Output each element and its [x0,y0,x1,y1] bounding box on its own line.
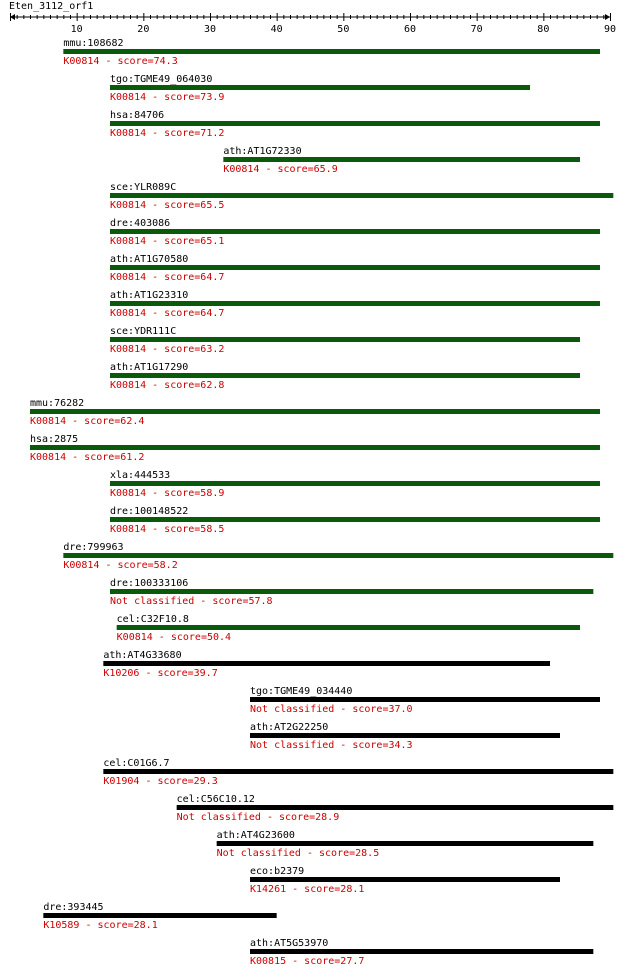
hit-bar[interactable] [63,49,600,54]
hit-name[interactable]: dre:393445 [43,902,104,913]
hit-row [63,542,613,571]
hit-bar[interactable] [250,949,593,954]
hit-name[interactable]: cel:C32F10.8 [116,614,189,625]
hit-row [110,506,600,535]
hit-row [110,470,600,499]
hit-bar[interactable] [110,481,600,486]
hit-bar[interactable] [110,229,600,234]
hit-name[interactable]: mmu:76282 [30,398,85,409]
hit-row [110,110,600,139]
axis-tick-label: 40 [270,24,283,35]
hit-bar[interactable] [110,373,580,378]
hit-name[interactable]: sce:YDR111C [110,326,177,337]
hit-score-label[interactable]: K10589 - score=28.1 [43,920,158,931]
hit-name[interactable]: ath:AT5G53970 [250,938,329,949]
hit-bar[interactable] [250,877,560,882]
hit-row [103,758,613,787]
hit-name[interactable]: tgo:TGME49_064030 [110,74,213,85]
hit-score-label[interactable]: K14261 - score=28.1 [250,884,365,895]
hit-bar[interactable] [117,625,580,630]
hit-name[interactable]: ath:AT1G17290 [110,362,189,373]
hit-bar[interactable] [223,157,580,162]
hit-bar[interactable] [43,913,276,918]
hit-row [250,938,593,967]
hit-row [30,434,600,463]
hit-row [110,254,600,283]
axis-tick-label: 70 [470,24,483,35]
x-axis [10,13,616,35]
hit-score-label[interactable]: Not classified - score=34.3 [250,740,413,751]
hit-score-label[interactable]: K00814 - score=64.7 [110,272,225,283]
hit-score-label[interactable]: K00814 - score=63.2 [110,344,225,355]
hit-score-label[interactable]: K00814 - score=61.2 [30,452,145,463]
hit-bar[interactable] [103,769,613,774]
hit-name[interactable]: hsa:2875 [30,434,79,445]
hit-name[interactable]: mmu:108682 [63,38,124,49]
hit-name[interactable]: cel:C56C10.12 [176,794,255,805]
hit-name[interactable]: dre:100148522 [110,506,189,517]
axis-right-arrow [605,14,610,20]
hit-row [117,614,580,643]
hit-name[interactable]: ath:AT1G72330 [223,146,302,157]
hit-name[interactable]: ath:AT1G70580 [110,254,189,265]
hit-bar[interactable] [110,517,600,522]
hit-score-label[interactable]: Not classified - score=28.9 [176,812,340,823]
hit-name[interactable]: sce:YLR089C [110,182,177,193]
hit-score-label[interactable]: K00814 - score=62.4 [30,416,145,427]
hit-row [110,362,580,391]
hit-name[interactable]: cel:C01G6.7 [103,758,170,769]
hit-name[interactable]: tgo:TGME49_034440 [250,686,353,697]
hit-bar[interactable] [103,661,550,666]
hit-bar[interactable] [30,409,600,414]
hit-name[interactable]: eco:b2379 [250,866,305,877]
hit-score-label[interactable]: K00814 - score=71.2 [110,128,225,139]
hits-list [30,38,613,967]
hit-bar[interactable] [110,193,613,198]
hit-score-label[interactable]: K00815 - score=27.7 [250,956,365,967]
axis-tick-label: 50 [337,24,350,35]
hit-bar[interactable] [217,841,594,846]
hit-score-label[interactable]: K00814 - score=64.7 [110,308,225,319]
hit-bar[interactable] [250,697,600,702]
hit-bar[interactable] [110,265,600,270]
hit-score-label[interactable]: K01904 - score=29.3 [103,776,218,787]
hit-name[interactable]: dre:403086 [110,218,171,229]
hit-bar[interactable] [250,733,560,738]
axis-tick-label: 80 [537,24,550,35]
axis-tick-label: 10 [70,24,83,35]
hit-score-label[interactable]: K00814 - score=65.5 [110,200,225,211]
hit-bar[interactable] [30,445,600,450]
axis-tick-label: 30 [203,24,217,35]
hit-row [43,902,276,931]
hit-bar[interactable] [110,301,600,306]
hit-score-label[interactable]: Not classified - score=57.8 [110,596,273,607]
hit-score-label[interactable]: Not classified - score=37.0 [250,704,413,715]
hit-row [250,866,560,895]
hit-bar[interactable] [110,121,600,126]
hit-row [110,218,600,247]
hit-bar[interactable] [110,589,593,594]
hit-name[interactable]: ath:AT1G23310 [110,290,189,301]
hit-name[interactable]: hsa:84706 [110,110,165,121]
hit-row [250,722,560,751]
hit-name[interactable]: ath:AT4G23600 [216,830,295,841]
hit-name[interactable]: xla:444533 [110,470,171,481]
hit-score-label[interactable]: K00814 - score=74.3 [63,56,178,67]
hit-row [110,578,593,607]
axis-tick-label: 60 [403,24,417,35]
hit-row [250,686,600,715]
hit-row [110,182,613,211]
hit-bar[interactable] [177,805,614,810]
axis-tick-label: 20 [137,24,150,35]
hit-score-label[interactable]: K00814 - score=65.1 [110,236,225,247]
hit-score-label[interactable]: K00814 - score=58.5 [110,524,225,535]
hit-row [110,290,600,319]
hit-score-label[interactable]: K00814 - score=65.9 [223,164,338,175]
hit-score-label[interactable]: K10206 - score=39.7 [103,668,218,679]
hit-name[interactable]: dre:100333106 [110,578,189,589]
hit-row [177,794,614,823]
hit-row [30,398,600,427]
hit-name[interactable]: ath:AT2G22250 [250,722,329,733]
axis-tick-label: 90 [603,24,617,35]
hit-row [103,650,550,679]
chart-title: Eten_3112_orf1 [9,1,94,12]
hit-name[interactable]: dre:799963 [63,542,124,553]
hit-score-label[interactable]: K00814 - score=50.4 [116,632,232,643]
hit-score-label[interactable]: K00814 - score=73.9 [110,92,225,103]
hit-bar[interactable] [110,337,580,342]
hit-row [223,146,580,175]
hit-row [110,326,580,355]
hit-name[interactable]: ath:AT4G33680 [103,650,182,661]
hit-bar[interactable] [63,553,613,558]
hit-score-label[interactable]: K00814 - score=58.2 [63,560,178,571]
hit-row [217,830,594,859]
hit-bar[interactable] [110,85,530,90]
hit-row [110,74,530,103]
hit-score-label[interactable]: K00814 - score=58.9 [110,488,225,499]
hit-score-label[interactable]: K00814 - score=62.8 [110,380,225,391]
hit-row [63,38,600,67]
hit-score-label[interactable]: Not classified - score=28.5 [216,848,380,859]
